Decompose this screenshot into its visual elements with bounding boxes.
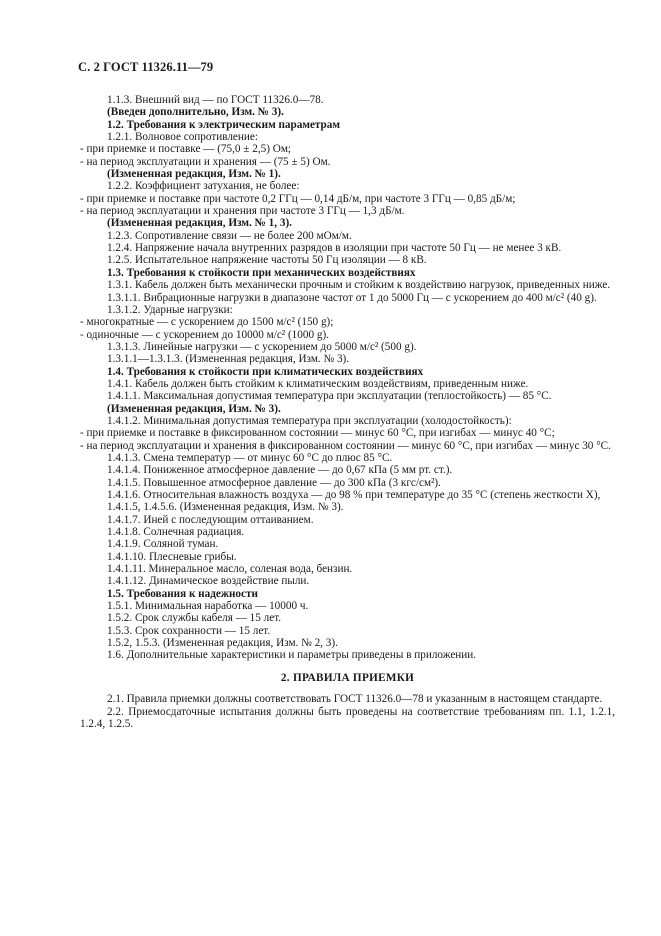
list-item: - при приемке и поставке в фиксированном состоянии — минус 60 °С, при изгибах — минус 40 °С; xyxy=(80,427,555,440)
clause-2-2: 2.2. Приемосдаточные испытания должны быть проведены на соответствие требованиям пп. 1.1, 1.2.1, 1.2.4, 1.2.5. xyxy=(80,705,615,730)
list-item: - при приемке и поставке при частоте 0,2 ГГц — 0,14 дБ/м, при частоте 3 ГГц — 0,85 дБ/м; xyxy=(80,192,516,205)
clause-1-3-1-3: 1.3.1.3. Линейные нагрузки — с ускорением до 5000 м/с² (500 g). xyxy=(107,340,417,353)
clause-1-4-1-8: 1.4.1.8. Солнечная радиация. xyxy=(107,526,245,539)
subsection-heading: 1.2. Требования к электрическим параметрам xyxy=(107,118,340,131)
page-header: С. 2 ГОСТ 11326.11—79 xyxy=(78,60,214,74)
clause-1-3-1: 1.3.1. Кабель должен быть механически прочным и стойким к воздействию нагрузок, приведенных ниже. xyxy=(107,279,611,292)
list-item: - при приемке и поставке — (75,0 ± 2,5) Ом; xyxy=(80,143,292,156)
subsection-heading: 1.4. Требования к стойкости при климатических воздействиях xyxy=(107,365,424,378)
section-title: 2. ПРАВИЛА ПРИЕМКИ xyxy=(280,671,415,684)
clause-1-2-1: 1.2.1. Волновое сопротивление: xyxy=(107,131,258,144)
list-item: - на период эксплуатации и хранения — (75 ± 5) Ом. xyxy=(80,155,331,168)
document-body xyxy=(80,94,615,730)
amendment-note: (Измененная редакция, Изм. № 1, 3). xyxy=(107,217,292,230)
clause-1-5-2: 1.5.2. Срок службы кабеля — 15 лет. xyxy=(107,612,282,625)
subsection-heading: 1.5. Требования к надежности xyxy=(107,587,258,600)
clause-1-4-1-2: 1.4.1.2. Минимальная допустимая температура при эксплуатации (холодостойкость): xyxy=(107,414,512,427)
clause-1-4-1-11: 1.4.1.11. Минеральное масло, соленая вода, бензин. xyxy=(107,563,353,576)
clause-1-2-4: 1.2.4. Напряжение начала внутренних разрядов в изоляции при частоте 50 Гц — не менее 3 кВ. xyxy=(107,242,562,255)
clause-1-3-1-2: 1.3.1.2. Ударные нагрузки: xyxy=(107,303,233,316)
clause-1-2-3: 1.2.3. Сопротивление связи — не более 200 мОм/м. xyxy=(107,229,352,242)
amendment-note: 1.5.2, 1.5.3. (Измененная редакция, Изм. № 2, 3). xyxy=(107,637,338,650)
clause-1-4-1-10: 1.4.1.10. Плесневые грибы. xyxy=(107,550,237,563)
amendment-note: (Измененная редакция, Изм. № 3). xyxy=(107,402,281,415)
amendment-note: (Измененная редакция, Изм. № 1). xyxy=(107,168,281,181)
list-item: - на период эксплуатации и хранения в фиксированном состоянии — минус 60 °С, при изгибах — минус 30 °С. xyxy=(80,439,611,452)
clause-1-4-1-5: 1.4.1.5. Повышенное атмосферное давление — до 300 кПа (3 кгс/см²). xyxy=(107,476,441,489)
clause-1-4-1-3: 1.4.1.3. Смена температур — от минус 60 °С до плюс 85 °С. xyxy=(107,451,393,464)
clause-2-1: 2.1. Правила приемки должны соответствовать ГОСТ 11326.0—78 и указанным в настоящем стандарте. xyxy=(107,693,603,706)
list-item: - многократные — с ускорением до 1500 м/с² (150 g); xyxy=(80,316,334,329)
clause-1-5-1: 1.5.1. Минимальная наработка — 10000 ч. xyxy=(107,600,309,613)
clause-1-4-1-4: 1.4.1.4. Пониженное атмосферное давление — до 0,67 кПа (5 мм рт. ст.). xyxy=(107,464,453,477)
clause-1-4-1-12: 1.4.1.12. Динамическое воздействие пыли. xyxy=(107,575,310,588)
clause-1-4-1-6: 1.4.1.6. Относительная влажность воздуха — до 98 % при температуре до 35 °С (степень жесткости X), xyxy=(107,489,601,501)
clause-1-4-1-7: 1.4.1.7. Иней с последующим оттаиванием. xyxy=(107,513,314,526)
clause-1-4-1-9: 1.4.1.9. Соляной туман. xyxy=(107,538,219,551)
subsection-heading: 1.3. Требования к стойкости при механических воздействиях xyxy=(107,266,416,279)
clause-1-3-1-1: 1.3.1.1. Вибрационные нагрузки в диапазоне частот от 1 до 5000 Гц — с ускорением до 400 м/с² (40 g). xyxy=(107,291,597,304)
clause-1-4-1: 1.4.1. Кабель должен быть стойким к климатическим воздействиям, приведенным ниже. xyxy=(107,377,529,390)
clause-1-1-3: 1.1.3. Внешний вид — по ГОСТ 11326.0—78. xyxy=(107,94,324,106)
clause-1-5-3: 1.5.3. Срок сохранности — 15 лет. xyxy=(107,624,271,637)
list-item: - на период эксплуатации и хранения при частоте 3 ГГц — 1,3 дБ/м. xyxy=(80,205,405,218)
amendment-note: 1.4.1.5, 1.4.5.6. (Измененная редакция, Изм. № 3). xyxy=(107,501,344,514)
clause-1-2-5: 1.2.5. Испытательное напряжение частоты 50 Гц изоляции — 8 кВ. xyxy=(107,254,427,267)
clause-1-6: 1.6. Дополнительные характеристики и параметры приведены в приложении. xyxy=(107,649,477,662)
clause-1-4-1-1: 1.4.1.1. Максимальная допустимая температура при эксплуатации (теплостойкость) — 85 °С. xyxy=(107,390,552,403)
amendment-note: 1.3.1.1—1.3.1.3. (Измененная редакция, Изм. № 3). xyxy=(107,353,350,366)
amendment-note: (Введен дополнительно, Изм. № 3). xyxy=(107,106,284,119)
clause-1-2-2: 1.2.2. Коэффициент затухания, не более: xyxy=(107,180,300,193)
list-item: - одиночные — с ускорением до 10000 м/с² (1000 g). xyxy=(80,328,329,341)
